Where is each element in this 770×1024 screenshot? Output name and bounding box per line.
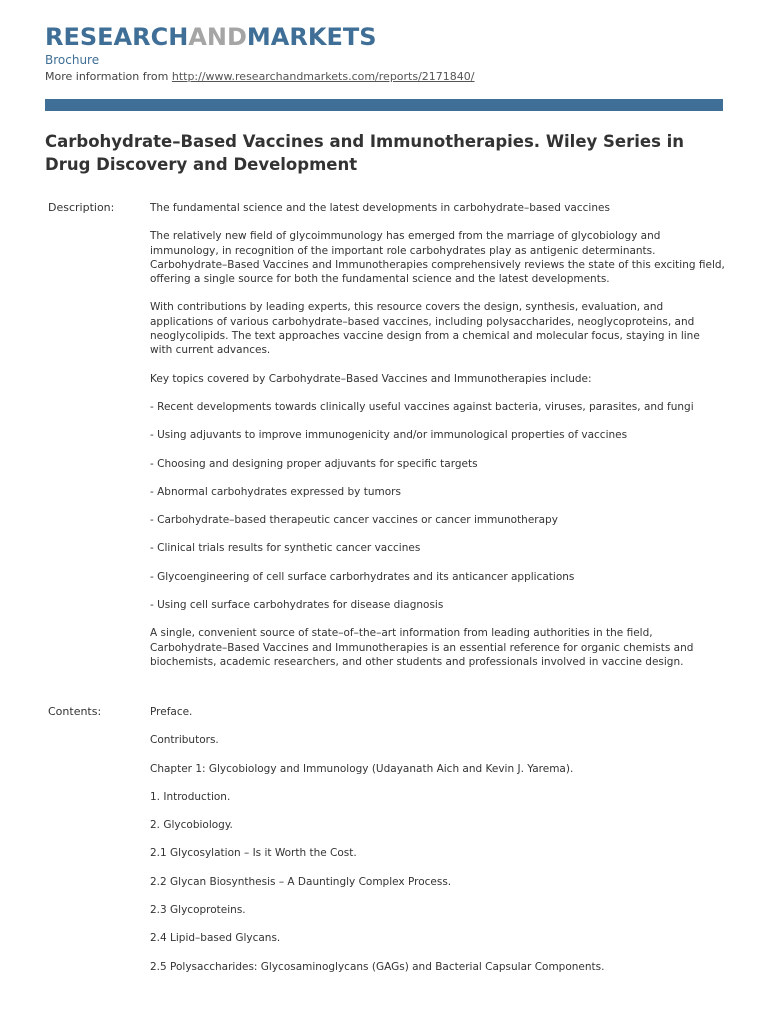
description-bullet: - Using cell surface carbohydrates for disease diagnosis: [150, 599, 444, 612]
contents-item: 2.1 Glycosylation – Is it Worth the Cost.: [150, 847, 357, 860]
more-info-line: [45, 70, 475, 83]
description-label: Description:: [48, 201, 115, 214]
researchandmarkets-logo[interactable]: [45, 22, 377, 52]
contents-label: Contents:: [48, 705, 102, 718]
description-bullet: - Carbohydrate–based therapeutic cancer vaccines or cancer immunotherapy: [150, 514, 558, 527]
more-info-prefix: More information from: [45, 70, 172, 83]
brochure-label: Brochure: [45, 53, 100, 67]
description-paragraph: With contributions by leading experts, this resource covers the design, synthesis, evaluation, and applications of various carbohydrate–based vaccines, including polysaccharides, neoglycoproteins, and neoglycolipids. The text approaches vaccine design from a chemical and molecular focus, staying in line with current advances.: [150, 301, 700, 357]
report-link[interactable]: http://www.researchandmarkets.com/reports/2171840/: [171, 70, 475, 83]
description-paragraph: The fundamental science and the latest developments in carbohydrate–based vaccines: [150, 202, 610, 214]
contents-item: 2.3 Glycoproteins.: [150, 904, 246, 917]
contents-item: 2.4 Lipid–based Glycans.: [150, 932, 281, 945]
description-bullet: - Using adjuvants to improve immunogenicity and/or immunological properties of vaccines: [150, 429, 628, 442]
contents-list: [150, 705, 725, 988]
contents-item: Chapter 1: Glycobiology and Immunology (Udayanath Aich and Kevin J. Yarema).: [150, 762, 574, 775]
description-paragraph: Key topics covered by Carbohydrate–Based Vaccines and Immunotherapies include:: [150, 372, 592, 385]
logo-and: AND: [188, 23, 247, 51]
description-bullet: - Clinical trials results for synthetic cancer vaccines: [150, 542, 421, 555]
description-bullet: - Glycoengineering of cell surface carborhydrates and its anticancer applications: [150, 570, 575, 583]
contents-item: Preface.: [150, 706, 193, 718]
description-paragraph: The relatively new field of glycoimmunology has emerged from the marriage of glycobiology and immunology, in recognition of the important role carbohydrates play as antigenic determinants. Carbohydrate–Based Vaccines and Immunotherapies comprehensively reviews the state of this exciting field, offering a single source for both the fundamental science and the latest developments.: [150, 230, 725, 286]
contents-item: 1. Introduction.: [150, 790, 231, 803]
header-divider-bar: [45, 99, 723, 111]
description-content: [150, 201, 725, 683]
contents-item: 2.5 Polysaccharides: Glycosaminoglycans (GAGs) and Bacterial Capsular Components.: [150, 960, 605, 973]
description-paragraph: A single, convenient source of state–of–the–art information from leading authorities in the field, Carbohydrate–Based Vaccines and Immunotherapies is an essential reference for organic chemists and biochemists, academic researchers, and other students and professionals involved in vaccine design.: [150, 627, 694, 668]
logo-markets: MARKETS: [246, 23, 377, 51]
page-title: Carbohydrate–Based Vaccines and Immunotherapies. Wiley Series in Drug Discovery and Development: [45, 132, 685, 174]
description-bullet: - Abnormal carbohydrates expressed by tumors: [150, 485, 401, 498]
description-bullet: - Recent developments towards clinically useful vaccines against bacteria, viruses, parasites, and fungi: [150, 400, 694, 413]
description-bullet: - Choosing and designing proper adjuvants for specific targets: [150, 457, 478, 470]
contents-item: 2. Glycobiology.: [150, 819, 233, 832]
contents-item: 2.2 Glycan Biosynthesis – A Dauntingly Complex Process.: [150, 875, 452, 888]
logo-research: RESEARCH: [45, 23, 189, 51]
contents-item: Contributors.: [150, 734, 219, 747]
